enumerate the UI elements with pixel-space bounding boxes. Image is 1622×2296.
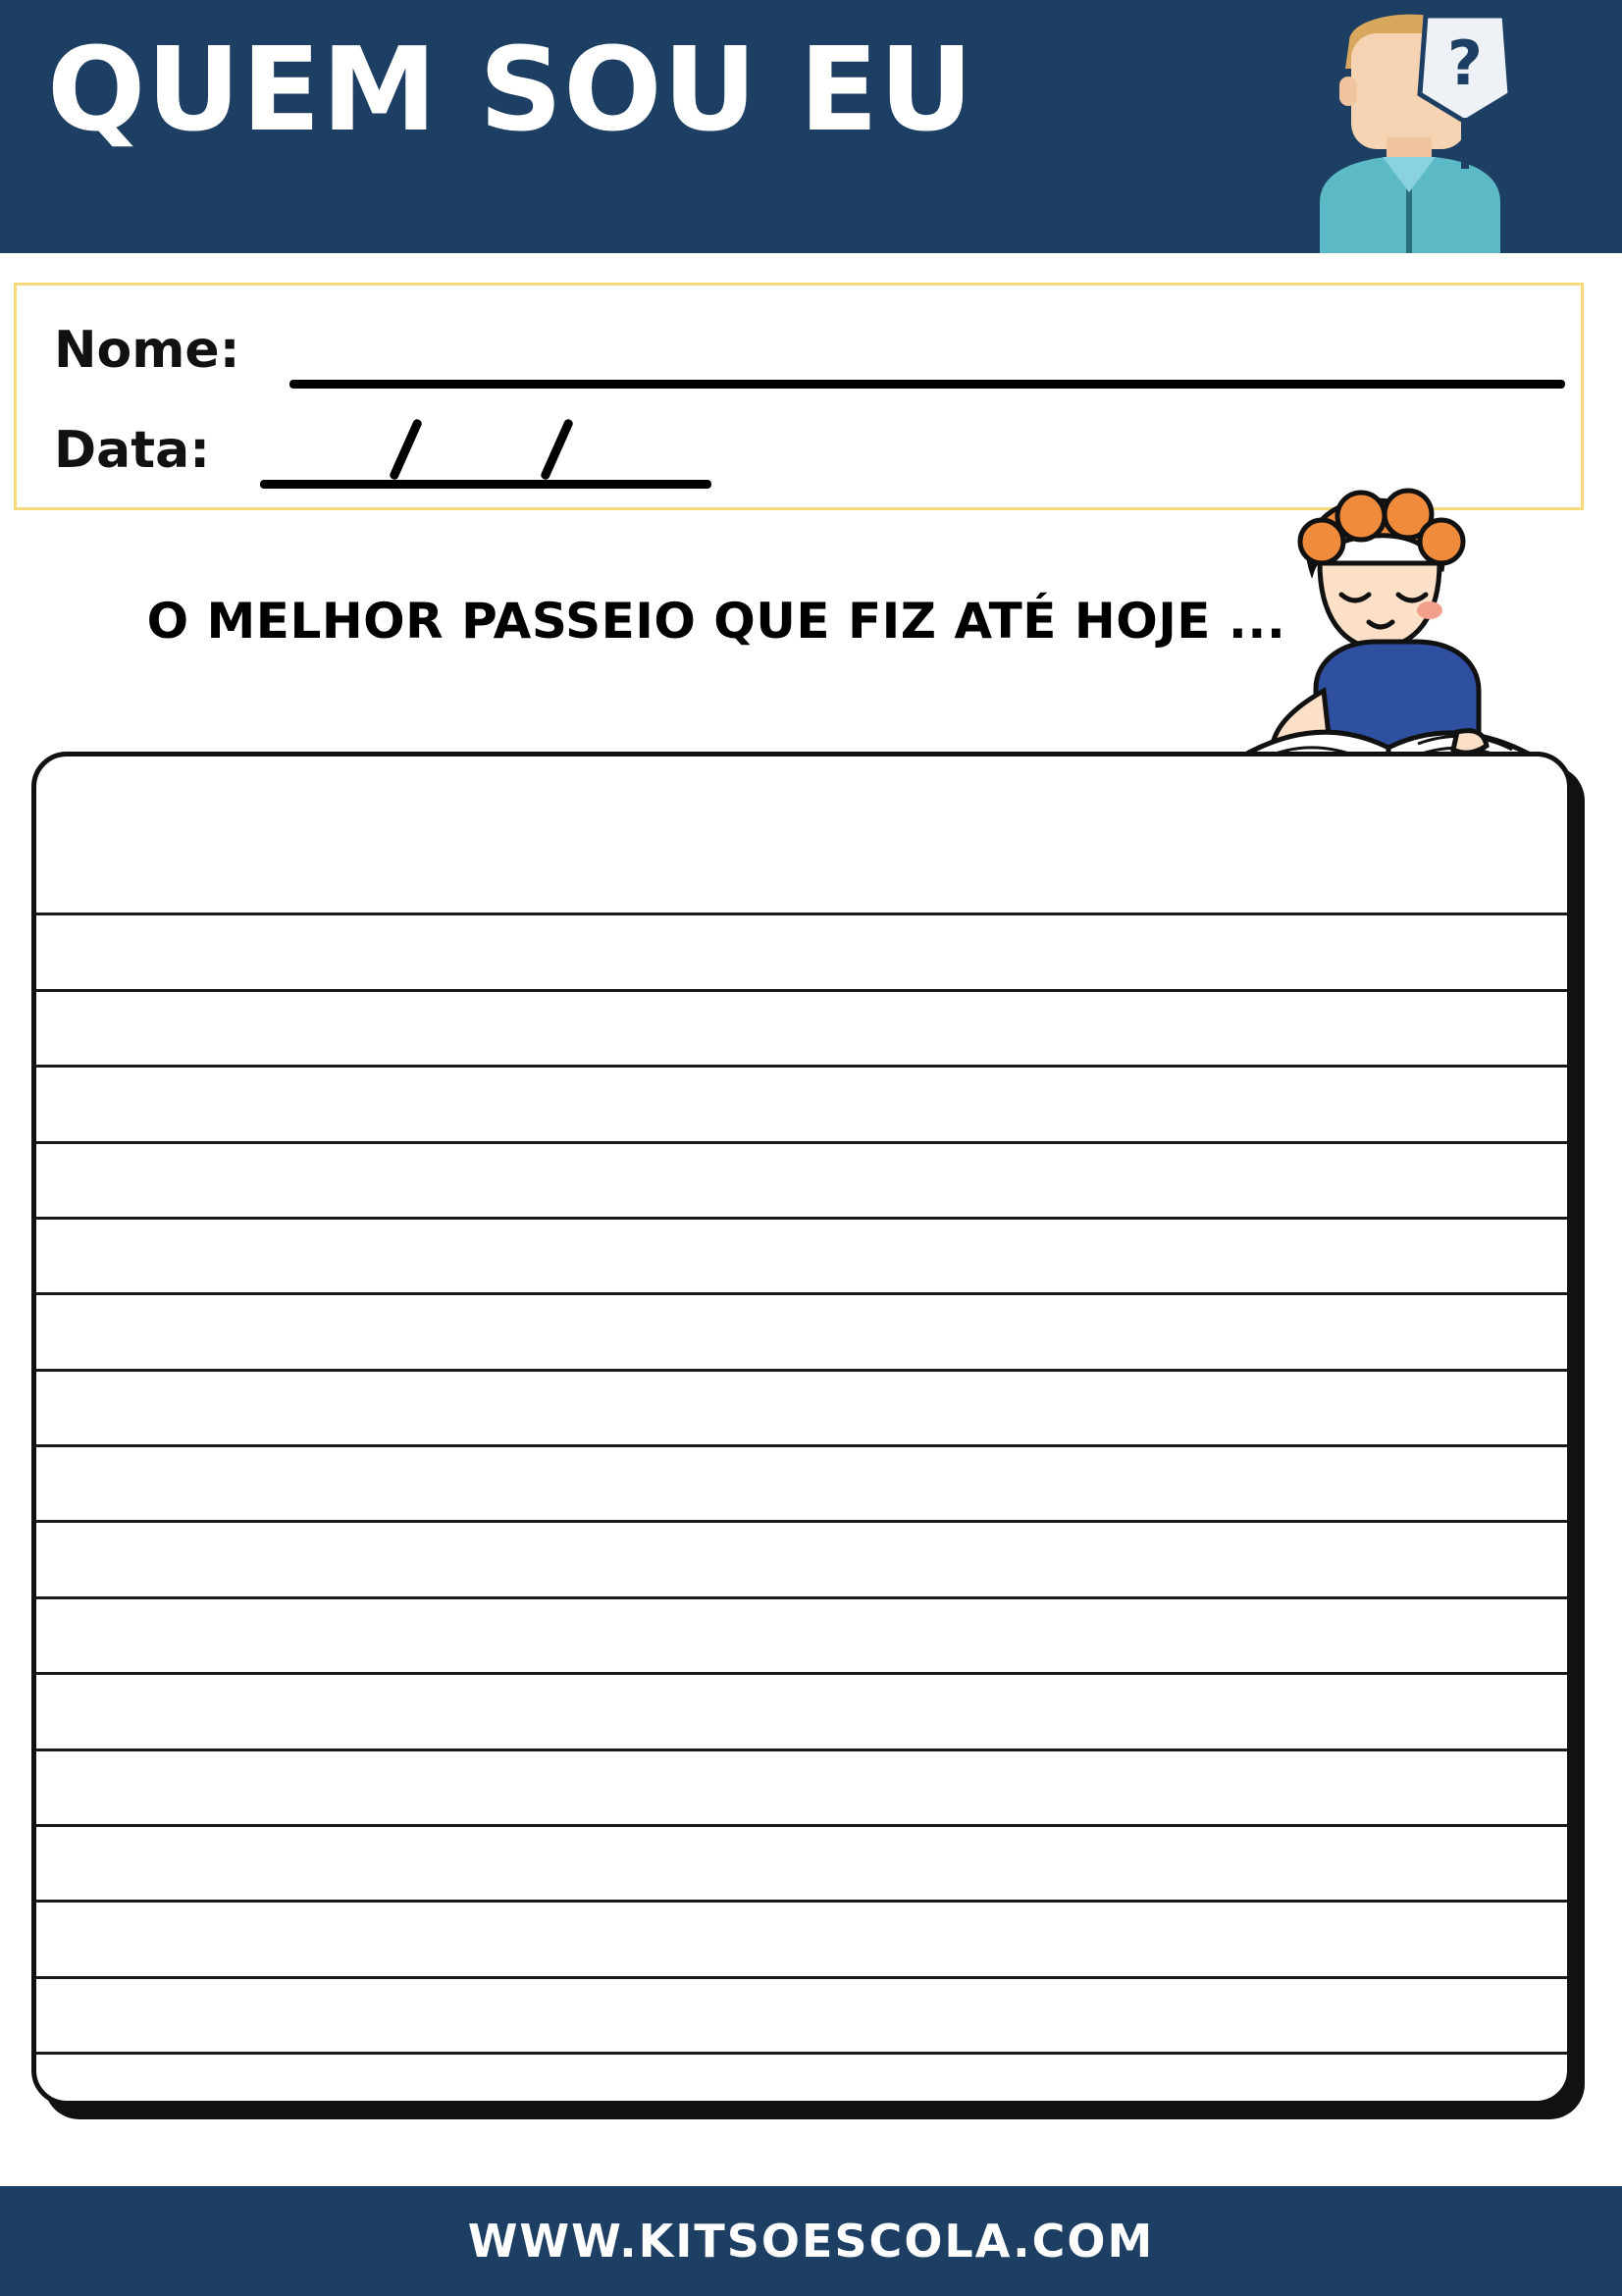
writing-line[interactable] [36, 1596, 1567, 1599]
writing-line[interactable] [36, 1672, 1567, 1675]
writing-line[interactable] [36, 1748, 1567, 1751]
writing-line[interactable] [36, 1369, 1567, 1372]
date-separator-slash-1 [389, 418, 423, 481]
page-footer [0, 2186, 1622, 2296]
writing-line[interactable] [36, 989, 1567, 992]
name-label: Nome: [54, 321, 240, 380]
student-info-box [14, 283, 1584, 510]
writing-line[interactable] [36, 1217, 1567, 1220]
writing-line[interactable] [36, 913, 1567, 915]
prompt-text: O MELHOR PASSEIO QUE FIZ ATÉ HOJE ... [146, 593, 1286, 650]
writing-line[interactable] [36, 1900, 1567, 1903]
writing-line[interactable] [36, 1444, 1567, 1447]
website-label: WWW.KITSOESCOLA.COM [467, 2215, 1155, 2268]
writing-line[interactable] [36, 1520, 1567, 1523]
writing-line[interactable] [36, 1824, 1567, 1827]
name-input[interactable] [289, 380, 1565, 389]
writing-line[interactable] [36, 1976, 1567, 1979]
date-label: Data: [54, 421, 210, 480]
writing-line[interactable] [36, 1292, 1567, 1295]
writing-line[interactable] [36, 2052, 1567, 2055]
page-title: QUEM SOU EU [47, 22, 974, 157]
writing-lines [36, 757, 1567, 2101]
svg-text:?: ? [1447, 27, 1483, 99]
boy-reading-book-icon [1222, 481, 1575, 795]
date-separator-slash-2 [540, 418, 574, 481]
writing-line[interactable] [36, 1065, 1567, 1068]
page-header [0, 0, 1622, 253]
writing-line[interactable] [36, 1141, 1567, 1144]
date-input[interactable] [260, 480, 711, 489]
boy-with-question-mask-icon [1281, 0, 1536, 253]
writing-area[interactable] [31, 752, 1572, 2106]
